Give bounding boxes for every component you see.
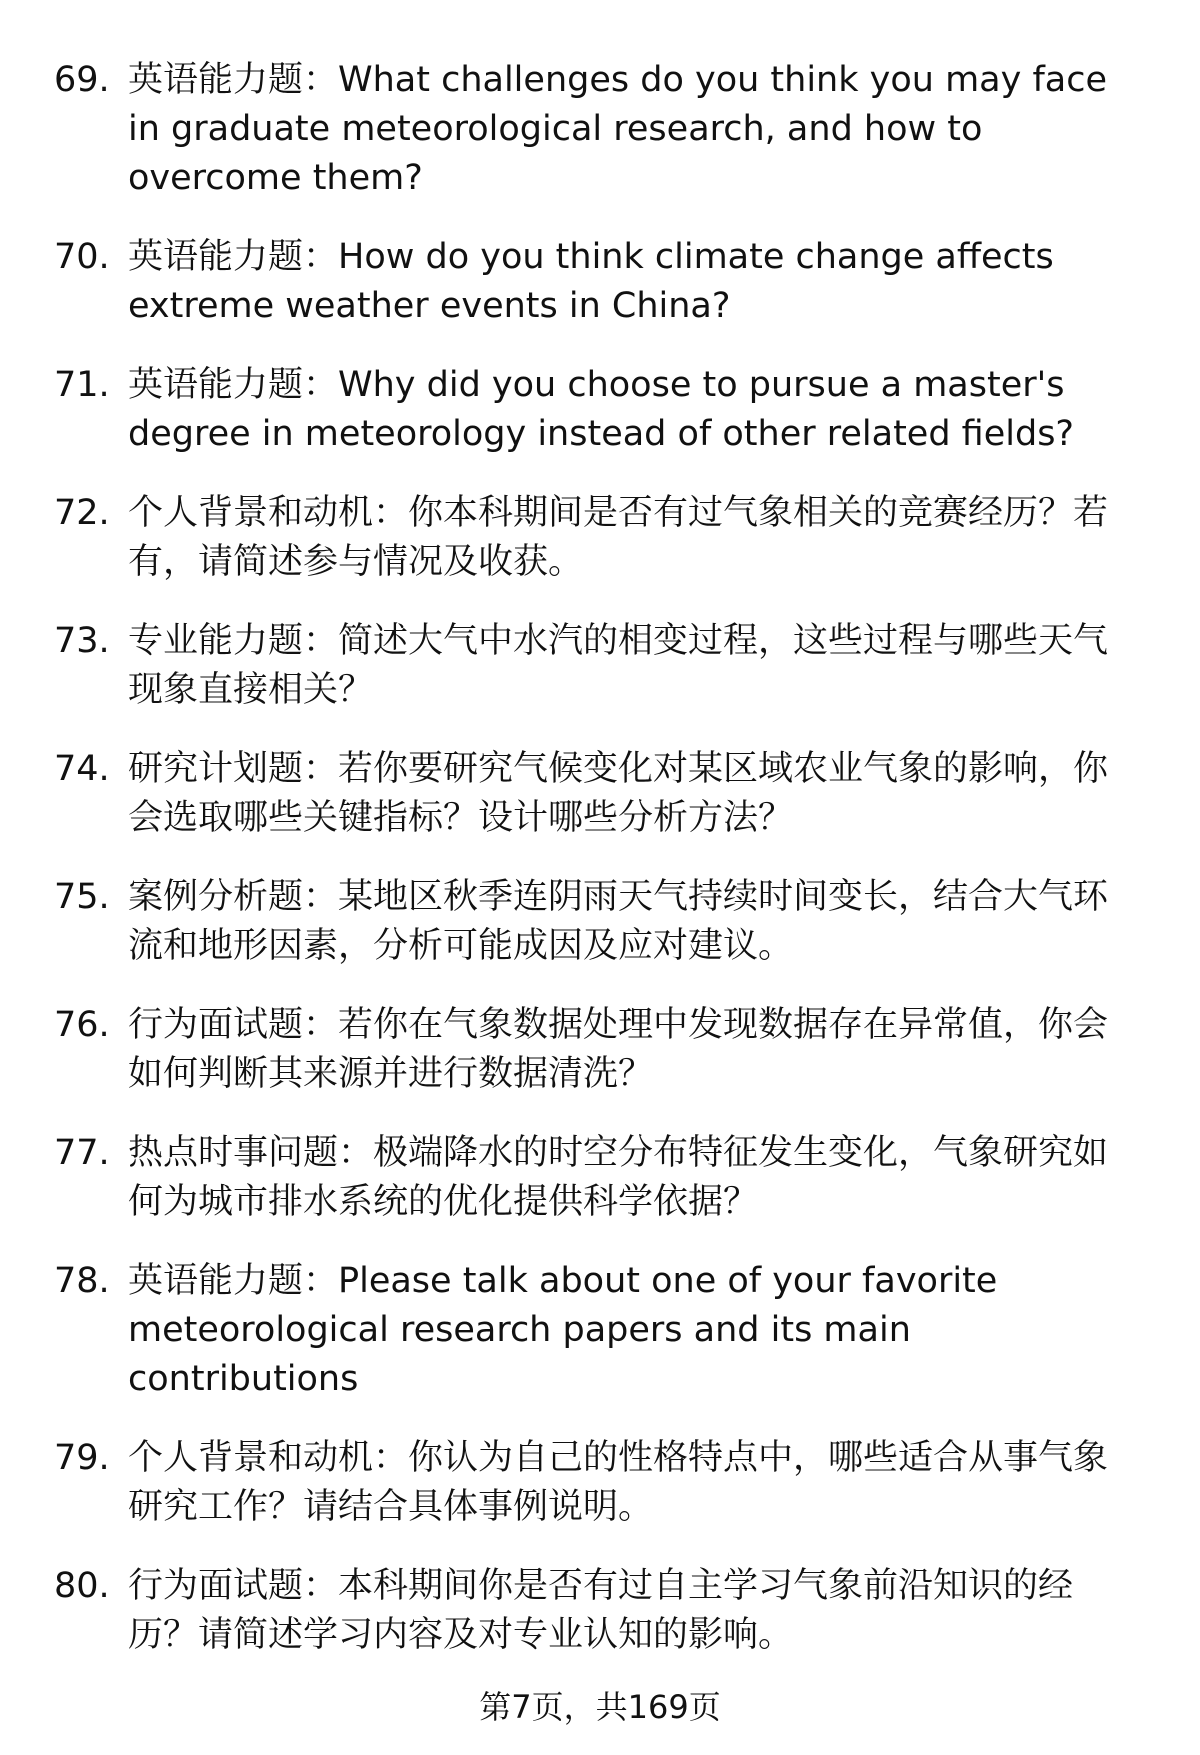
question-number: 73.: [54, 621, 110, 661]
question-item-77: [0, 1129, 1200, 1227]
question-item-80: [0, 1562, 1200, 1660]
question-list: [0, 56, 1200, 1690]
question-number: 79.: [54, 1438, 110, 1478]
question-text: 英语能力题：Please talk about one of your favorite meteorological research papers and its main contributions: [128, 1261, 998, 1399]
question-number: 72.: [54, 493, 110, 533]
page-number-footer: 第7页，共169页: [479, 1688, 721, 1726]
question-number: 76.: [54, 1005, 110, 1045]
question-number: 74.: [54, 749, 110, 789]
question-number: 78.: [54, 1261, 110, 1301]
question-item-76: [0, 1001, 1200, 1099]
question-text: 个人背景和动机：你本科期间是否有过气象相关的竞赛经历？若有，请简述参与情况及收获。: [128, 493, 1109, 582]
question-item-79: [0, 1434, 1200, 1532]
question-number: 77.: [54, 1133, 110, 1173]
question-text: 研究计划题：若你要研究气候变化对某区域农业气象的影响，你会选取哪些关键指标？设计哪些分析方法？: [128, 749, 1109, 838]
question-item-71: [0, 361, 1200, 459]
question-text: 案例分析题：某地区秋季连阴雨天气持续时间变长，结合大气环流和地形因素，分析可能成因及应对建议。: [128, 877, 1109, 966]
question-number: 69.: [54, 60, 110, 100]
question-text: 行为面试题：若你在气象数据处理中发现数据存在异常值，你会如何判断其来源并进行数据清洗？: [128, 1005, 1109, 1094]
question-text: 行为面试题：本科期间你是否有过自主学习气象前沿知识的经历？请简述学习内容及对专业认知的影响。: [128, 1566, 1074, 1655]
question-item-70: [0, 233, 1200, 331]
question-text: 专业能力题：简述大气中水汽的相变过程，这些过程与哪些天气现象直接相关？: [128, 621, 1109, 710]
question-text: 个人背景和动机：你认为自己的性格特点中，哪些适合从事气象研究工作？请结合具体事例说明。: [128, 1438, 1109, 1527]
question-number: 80.: [54, 1566, 110, 1606]
question-text: 热点时事问题：极端降水的时空分布特征发生变化，气象研究如何为城市排水系统的优化提供科学依据？: [128, 1133, 1109, 1222]
question-number: 71.: [54, 365, 110, 405]
question-text: 英语能力题：What challenges do you think you may face in graduate meteorological research, and how to overcome them?: [128, 60, 1107, 198]
question-text: 英语能力题：How do you think climate change affects extreme weather events in China?: [128, 237, 1054, 326]
question-text: 英语能力题：Why did you choose to pursue a master's degree in meteorology instead of other related fields?: [128, 365, 1075, 454]
question-item-72: [0, 489, 1200, 587]
question-item-69: [0, 56, 1200, 203]
question-item-74: [0, 745, 1200, 843]
question-number: 70.: [54, 237, 110, 277]
question-item-78: [0, 1257, 1200, 1404]
question-item-73: [0, 617, 1200, 715]
question-item-75: [0, 873, 1200, 971]
question-number: 75.: [54, 877, 110, 917]
